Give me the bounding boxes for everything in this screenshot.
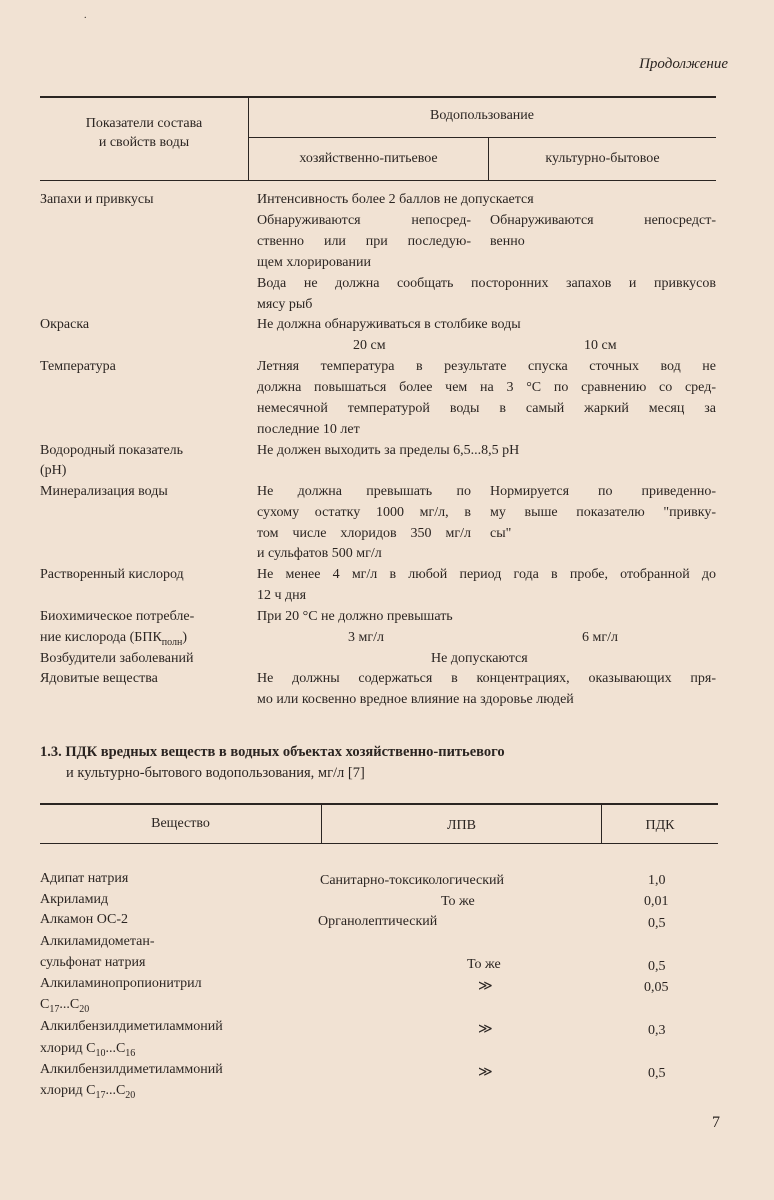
row-temperature-line3: немесячной температурой воды в самый жаркий месяц за bbox=[257, 401, 716, 416]
table2-row6-lpv: ≫ bbox=[478, 1022, 493, 1037]
row-smell-b-2: венно bbox=[490, 234, 525, 249]
row-ph-label-2: (pH) bbox=[40, 463, 67, 478]
row-ph-value: Не должен выходить за пределы 6,5...8,5 pH bbox=[257, 443, 520, 458]
table2-row7-name-1: Алкилбензилдиметиламмоний bbox=[40, 1062, 223, 1077]
row-oxygen-line2: 12 ч дня bbox=[257, 588, 307, 603]
table2-head-lpv: ЛПВ bbox=[447, 818, 476, 833]
table2-caption-line1: 1.3. ПДК вредных веществ в водных объектах хозяйственно-питьевого bbox=[40, 744, 505, 760]
table2-row2-name: Акриламид bbox=[40, 892, 109, 907]
table1-head-group-rule bbox=[248, 137, 716, 138]
row-smell-line2-2: мясу рыб bbox=[257, 297, 313, 312]
row-bod-label-2: ние кислорода $(БПК_{полн})$ bbox=[40, 630, 188, 648]
table2-row3-pdk: 0,5 bbox=[648, 916, 666, 931]
table1-head-group: Водопользование bbox=[429, 108, 535, 123]
continuation-label: Продолжение bbox=[639, 56, 728, 72]
row-bod-a: 3 мг/л bbox=[348, 630, 384, 645]
row-color-b: 10 см bbox=[584, 338, 617, 353]
table2-row6-formula: хлорид $C_{10}...C_{16}$ bbox=[40, 1041, 136, 1059]
table2-row1-pdk: 1,0 bbox=[648, 873, 666, 888]
row-smell-a-1: Обнаруживаются непосред- bbox=[257, 213, 471, 228]
row-mineral-b-3: сы" bbox=[490, 526, 512, 541]
row-mineral-b-2: му выше показателю "привку- bbox=[490, 505, 716, 520]
row-pathogens-label: Возбудители заболеваний bbox=[40, 651, 194, 666]
row-toxic-label: Ядовитые вещества bbox=[40, 671, 158, 686]
table1-top-rule bbox=[40, 96, 716, 98]
table2-row5-pdk: 0,05 bbox=[644, 980, 669, 995]
table2-row6-name-1: Алкилбензилдиметиламмоний bbox=[40, 1019, 223, 1034]
table2-row4-name-2: сульфонат натрия bbox=[40, 955, 146, 970]
row-mineral-label: Минерализация воды bbox=[40, 484, 168, 499]
table2-row4-name-1: Алкиламидометан- bbox=[40, 934, 155, 949]
bod-subscript: полн bbox=[161, 636, 183, 648]
row-pathogens-value: Не допускаются bbox=[431, 651, 528, 666]
table2-row6-pdk: 0,3 bbox=[648, 1023, 666, 1038]
row-temperature-line4: последние 10 лет bbox=[257, 422, 360, 437]
row-mineral-a-2: сухому остатку 1000 мг/л, в bbox=[257, 505, 471, 520]
row-mineral-a-3: том числе хлоридов 350 мг/л bbox=[257, 526, 471, 541]
row-toxic-line1: Не должны содержаться в концентрациях, оказывающих пря- bbox=[257, 671, 716, 686]
row-bod-line1: При 20 °С не должно превышать bbox=[257, 609, 453, 624]
row-temperature-label: Температура bbox=[40, 359, 116, 374]
row-mineral-a-1: Не должна превышать по bbox=[257, 484, 471, 499]
row-smell-line1: Интенсивность более 2 баллов не допускается bbox=[257, 192, 534, 207]
row-mineral-b-1: Нормируется по приведенно- bbox=[490, 484, 716, 499]
table2-row4-pdk: 0,5 bbox=[648, 959, 666, 974]
table2-row2-lpv: То же bbox=[441, 894, 475, 909]
page-number: 7 bbox=[712, 1114, 720, 1131]
table2-head-bottom-rule bbox=[40, 843, 718, 844]
row-smell-a-2: ственно или при последую- bbox=[257, 234, 471, 249]
page-mark: . bbox=[84, 10, 87, 21]
table2-head-substance: Вещество bbox=[151, 816, 210, 831]
table2-row1-name: Адипат натрия bbox=[40, 871, 129, 886]
table1-head-col1-line2: и свойств воды bbox=[98, 135, 190, 150]
table1-head-col1-line1: Показатели состава bbox=[85, 116, 203, 131]
table2-row5-name-1: Алкиламинопропионитрил bbox=[40, 976, 202, 991]
table1-head-sub2: культурно-бытовое bbox=[545, 151, 660, 166]
row-color-line1: Не должна обнаруживаться в столбике воды bbox=[257, 317, 521, 332]
row-smell-label: Запахи и привкусы bbox=[40, 192, 154, 207]
table2-caption-line2: и культурно-бытового водопользования, мг/л [7] bbox=[66, 765, 365, 781]
row-oxygen-label: Растворенный кислород bbox=[40, 567, 184, 582]
table2-row5-lpv: ≫ bbox=[478, 979, 493, 994]
row-color-a: 20 см bbox=[353, 338, 386, 353]
row-temperature-line2: должна повышаться более чем на 3 °С по сравнению со сред- bbox=[257, 380, 716, 395]
table2-row1-lpv: Санитарно-токсикологический bbox=[320, 873, 505, 888]
row-smell-a-3: щем хлорировании bbox=[257, 255, 371, 270]
row-smell-b-1: Обнаруживаются непосредст- bbox=[490, 213, 716, 228]
row-toxic-line2: мо или косвенно вредное влияние на здоровье людей bbox=[257, 692, 574, 707]
row-bod-label-1: Биохимическое потребле- bbox=[40, 609, 195, 624]
table2-row5-formula: $C_{17}...C_{20}$ bbox=[40, 997, 90, 1015]
table1-head-bottom-rule bbox=[40, 180, 716, 181]
table2-row2-pdk: 0,01 bbox=[644, 894, 669, 909]
table2-row7-pdk: 0,5 bbox=[648, 1066, 666, 1081]
table1-head-sub1: хозяйственно-питьевое bbox=[299, 151, 438, 166]
row-mineral-a-4: и сульфатов 500 мг/л bbox=[257, 546, 382, 561]
row-temperature-line1: Летняя температура в результате спуска сточных вод не bbox=[257, 359, 716, 374]
row-oxygen-line1: Не менее 4 мг/л в любой период года в пробе, отобранной до bbox=[257, 567, 716, 582]
row-ph-label-1: Водородный показатель bbox=[40, 443, 184, 458]
table2-head-pdk: ПДК bbox=[645, 818, 675, 833]
table2-row7-lpv: ≫ bbox=[478, 1065, 493, 1080]
table2-row7-formula: хлорид $C_{17}...C_{20}$ bbox=[40, 1083, 136, 1101]
table2-row3-lpv: Органолептический bbox=[318, 914, 438, 929]
row-smell-line2-1: Вода не должна сообщать посторонних запахов и привкусов bbox=[257, 276, 716, 291]
row-color-label: Окраска bbox=[40, 317, 90, 332]
table2-row3-name: Алкамон ОС-2 bbox=[40, 912, 129, 927]
row-bod-b: 6 мг/л bbox=[582, 630, 618, 645]
table2-row4-lpv: То же bbox=[467, 957, 501, 972]
table2-top-rule bbox=[40, 803, 718, 805]
